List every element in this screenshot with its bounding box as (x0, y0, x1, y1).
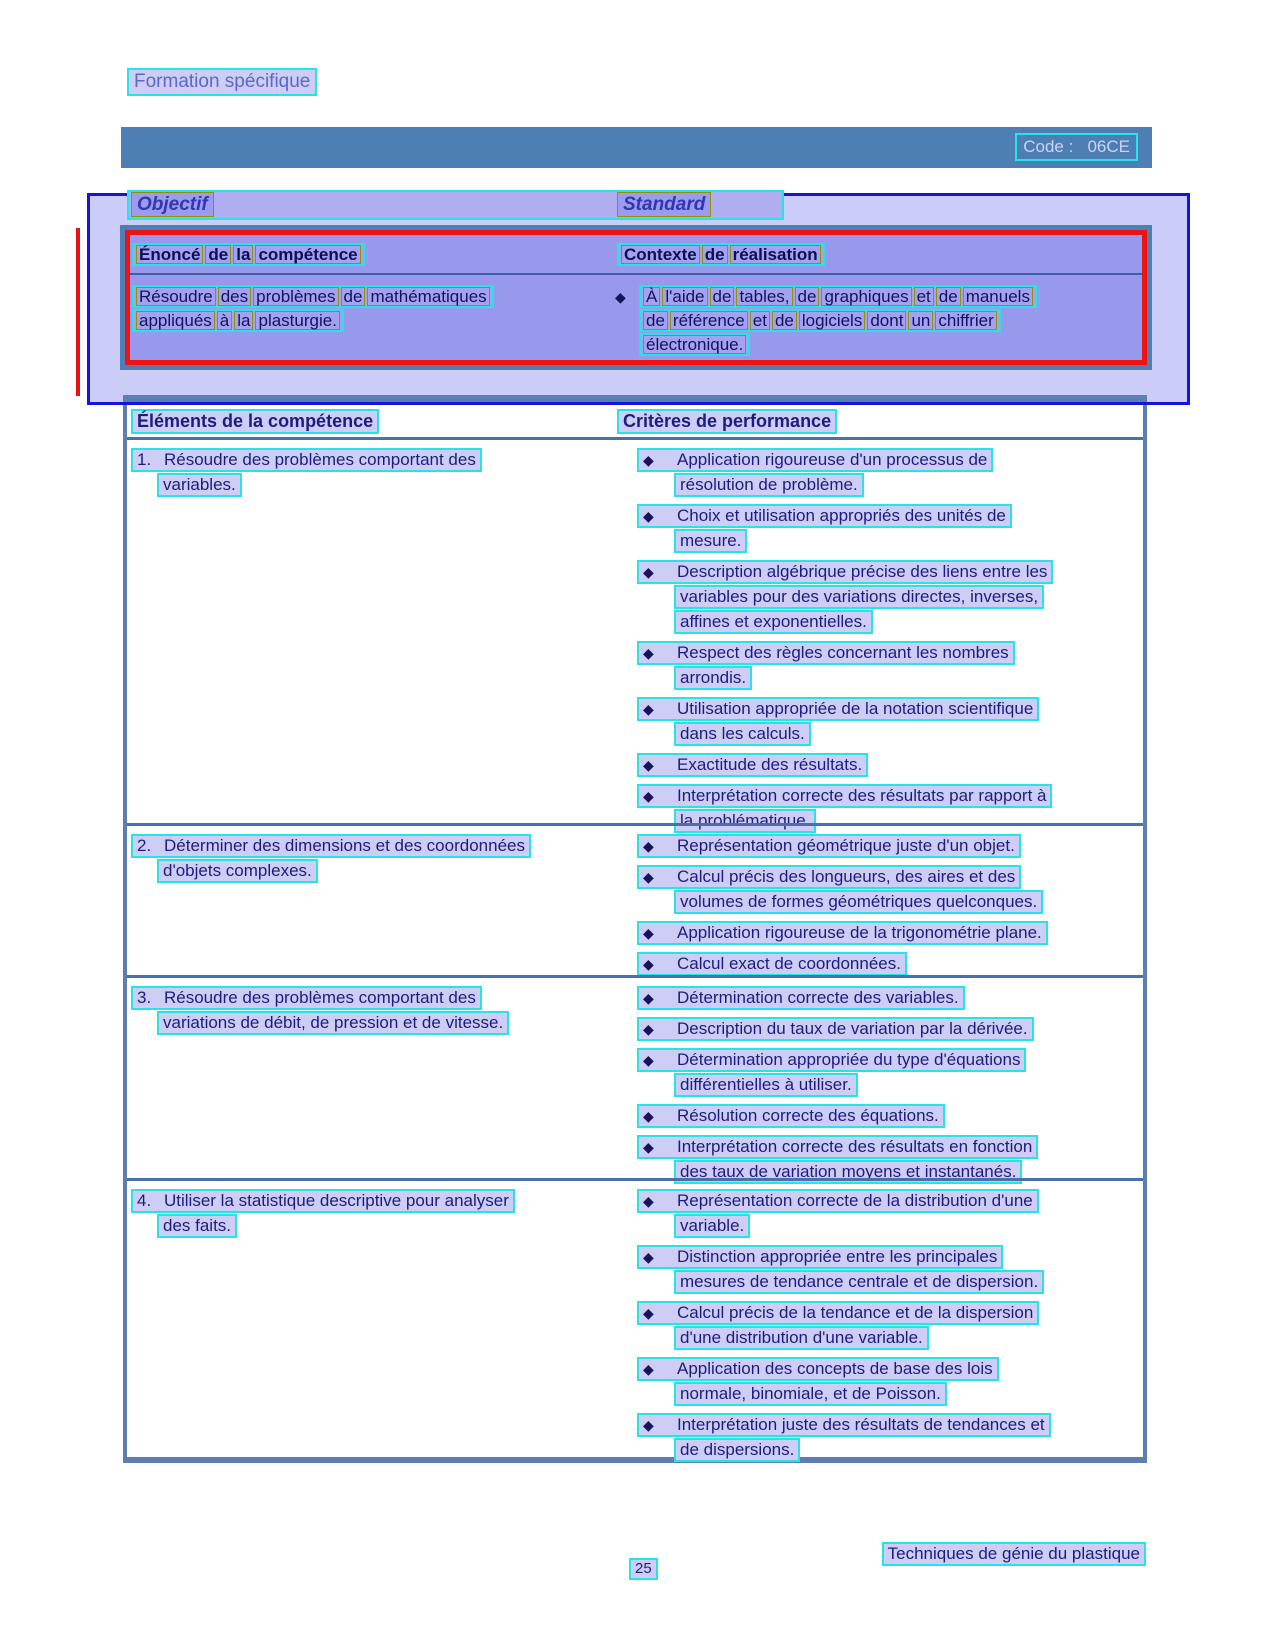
footer-title: Techniques de génie du plastique (882, 1542, 1146, 1566)
word-box: et (914, 287, 934, 306)
criterion (637, 753, 1149, 777)
word-box: à (217, 311, 232, 330)
word-box: manuels (963, 287, 1033, 306)
criterion (637, 834, 1149, 858)
word-box: chiffrier (935, 311, 996, 330)
item-number: 1. (137, 450, 152, 469)
criterion-line: ◆ Interprétation juste des résultats de tendances et (637, 1413, 1051, 1437)
ocr-line (132, 243, 365, 266)
criterion-line: d'une distribution d'une variable. (674, 1326, 929, 1350)
item-number: 3. (137, 988, 152, 1007)
ocr-line (132, 309, 344, 332)
criterion-line: ◆ Interprétation correcte des résultats par rapport à (637, 784, 1052, 808)
criterion-line: ◆ Application rigoureuse d'un processus de (637, 448, 993, 472)
bullet-icon: ◆ (643, 701, 654, 717)
criterion (637, 952, 1149, 976)
bullet-icon: ◆ (643, 1108, 654, 1124)
item-number: 2. (137, 836, 152, 855)
competence-row (127, 975, 1143, 1181)
word-box: dont (867, 311, 906, 330)
criterion-line: ◆ Utilisation appropriée de la notation scientifique (637, 697, 1039, 721)
contexte-lines (639, 285, 1037, 356)
word-box: de (702, 245, 728, 264)
element-line: des faits. (157, 1214, 237, 1238)
bullet-icon: ◆ (643, 990, 654, 1006)
element-line: 2. Déterminer des dimensions et des coordonnées (131, 834, 531, 858)
bullet-icon: ◆ (643, 645, 654, 661)
outer-box-bottom-border (87, 402, 1190, 405)
criterion-line: ◆ Représentation correcte de la distribution d'une (637, 1189, 1039, 1213)
criterion (637, 1245, 1149, 1294)
bullet-icon: ◆ (643, 838, 654, 854)
objectif-standard-row (127, 190, 784, 220)
section-label: Formation spécifique (127, 68, 317, 96)
word-box: l'aide (662, 287, 707, 306)
criterion (637, 504, 1149, 553)
bullet-icon: ◆ (643, 1417, 654, 1433)
competence-row (127, 440, 1143, 830)
bullet-icon: ◆ (643, 1249, 654, 1265)
criterion-line: ◆ Application rigoureuse de la trigonométrie plane. (637, 921, 1048, 945)
bullet-icon: ◆ (643, 788, 654, 804)
bullet-icon: ◆ (643, 1305, 654, 1321)
competence-table-header (127, 402, 1143, 440)
criterion (637, 1104, 1149, 1128)
margin-marker-line (76, 228, 80, 396)
criterion-line: ◆ Représentation géométrique juste d'un objet. (637, 834, 1021, 858)
criterion (637, 921, 1149, 945)
criterion-line: ◆ Description algébrique précise des liens entre les (637, 560, 1053, 584)
element-cell (131, 834, 631, 884)
ocr-line (132, 285, 494, 308)
bullet-icon: ◆ (643, 757, 654, 773)
criterion (637, 1048, 1149, 1097)
criterion-line: ◆ Distinction appropriée entre les principales (637, 1245, 1003, 1269)
criteria-cell (637, 448, 1149, 840)
criterion-line: ◆ Détermination appropriée du type d'équations (637, 1048, 1026, 1072)
criterion (637, 697, 1149, 746)
criterion-line: ◆ Résolution correcte des équations. (637, 1104, 945, 1128)
word-box: graphiques (821, 287, 911, 306)
elements-column-header: Éléments de la compétence (131, 409, 379, 434)
contexte-lines-wrap (615, 285, 1037, 357)
word-box: la (234, 311, 253, 330)
bullet-icon: ◆ (643, 925, 654, 941)
ocr-line (617, 243, 825, 266)
element-line: 4. Utiliser la statistique descriptive pour analyser (131, 1189, 515, 1213)
criterion-line: de dispersions. (674, 1438, 800, 1462)
word-box: de (710, 287, 735, 306)
ocr-line (639, 285, 1037, 308)
enonce-left-lines (132, 285, 494, 333)
bullet-icon: ◆ (643, 1052, 654, 1068)
criterion-line: ◆ Interprétation correcte des résultats en fonction (637, 1135, 1038, 1159)
competence-table (123, 395, 1147, 1463)
word-box: de (643, 311, 668, 330)
word-box: de (936, 287, 961, 306)
word-box: de (205, 245, 231, 264)
bullet-icon: ◆ (643, 1193, 654, 1209)
criterion (637, 1301, 1149, 1350)
competence-row (127, 1178, 1143, 1457)
word-box: de (795, 287, 820, 306)
criterion (637, 1357, 1149, 1406)
criterion (637, 641, 1149, 690)
criteres-column-header: Critères de performance (617, 409, 837, 434)
criterion-line: la problématique. (674, 809, 816, 833)
element-cell (131, 1189, 631, 1239)
competence-row (127, 823, 1143, 975)
title-banner (121, 127, 1152, 168)
element-line: variations de débit, de pression et de vitesse. (157, 1011, 509, 1035)
criterion-line: ◆ Choix et utilisation appropriés des unités de (637, 504, 1012, 528)
word-box: référence (670, 311, 748, 330)
criteria-cell (637, 834, 1149, 983)
criterion-line: ◆ Calcul précis de la tendance et de la dispersion (637, 1301, 1039, 1325)
enonce-table (120, 225, 1152, 370)
element-cell (131, 986, 631, 1036)
word-box: un (908, 311, 933, 330)
word-box: de (772, 311, 797, 330)
criterion-line: arrondis. (674, 666, 752, 690)
criterion (637, 1017, 1149, 1041)
word-box: appliqués (136, 311, 215, 330)
criterion-line: ◆ Détermination correcte des variables. (637, 986, 965, 1010)
criteria-cell (637, 986, 1149, 1191)
criterion-line: ◆ Description du taux de variation par la dérivée. (637, 1017, 1034, 1041)
criterion-line: mesures de tendance centrale et de dispersion. (674, 1270, 1044, 1294)
word-box: problèmes (253, 287, 338, 306)
criterion-line: mesure. (674, 529, 747, 553)
element-cell (131, 448, 631, 498)
word-box: Contexte (621, 245, 700, 264)
criterion (637, 1135, 1149, 1184)
word-box: et (750, 311, 770, 330)
criterion-line: normale, binomiale, et de Poisson. (674, 1382, 947, 1406)
word-box: Résoudre (136, 287, 216, 306)
word-box: plasturgie. (255, 311, 339, 330)
objectif-heading: Objectif (131, 192, 214, 217)
criterion-line: dans les calculs. (674, 722, 811, 746)
criterion (637, 1413, 1149, 1462)
word-box: tables, (736, 287, 792, 306)
word-box: la (233, 245, 253, 264)
element-line: variables. (157, 473, 242, 497)
criteria-cell (637, 1189, 1149, 1469)
word-box: À (643, 287, 660, 306)
bullet-icon: ◆ (643, 1021, 654, 1037)
criterion (637, 986, 1149, 1010)
element-line: 3. Résoudre des problèmes comportant des (131, 986, 482, 1010)
bullet-icon: ◆ (643, 1139, 654, 1155)
element-line: 1. Résoudre des problèmes comportant des (131, 448, 482, 472)
bullet-icon: ◆ (643, 564, 654, 580)
enonce-table-inner (125, 230, 1147, 365)
word-box: Énoncé (136, 245, 203, 264)
enonce-header (132, 243, 365, 267)
criterion-line: ◆ Respect des règles concernant les nombres (637, 641, 1015, 665)
word-box: mathématiques (367, 287, 489, 306)
standard-heading: Standard (617, 192, 711, 217)
word-box: de (341, 287, 366, 306)
word-box: des (218, 287, 251, 306)
criterion-line: ◆ Calcul exact de coordonnées. (637, 952, 907, 976)
page-number: 25 (629, 1558, 658, 1580)
contexte-header (617, 243, 825, 267)
criterion (637, 448, 1149, 497)
bullet-icon: ◆ (615, 289, 626, 305)
bullet-icon: ◆ (643, 452, 654, 468)
criterion-line: des taux de variation moyens et instantanés. (674, 1160, 1022, 1184)
item-number: 4. (137, 1191, 152, 1210)
ocr-line (639, 309, 1001, 332)
bullet-icon: ◆ (643, 869, 654, 885)
word-box: compétence (255, 245, 360, 264)
enonce-header-divider (130, 273, 1142, 275)
bullet-icon: ◆ (643, 956, 654, 972)
bullet-icon: ◆ (643, 1361, 654, 1377)
competence-rows (127, 440, 1143, 1457)
word-box: électronique. (643, 335, 746, 354)
criterion-line: ◆ Calcul précis des longueurs, des aires et des (637, 865, 1021, 889)
word-box: logiciels (799, 311, 865, 330)
criterion-line: volumes de formes géométriques quelconques. (674, 890, 1043, 914)
criterion-line: résolution de problème. (674, 473, 864, 497)
bullet-icon: ◆ (643, 508, 654, 524)
criterion (637, 560, 1149, 634)
criterion (637, 1189, 1149, 1238)
word-box: réalisation (730, 245, 821, 264)
criterion-line: variable. (674, 1214, 750, 1238)
code-badge: Code : 06CE (1015, 133, 1138, 161)
criterion-line: différentielles à utiliser. (674, 1073, 858, 1097)
criterion-line: ◆ Exactitude des résultats. (637, 753, 868, 777)
criterion-line: ◆ Application des concepts de base des lois (637, 1357, 999, 1381)
criterion (637, 865, 1149, 914)
criterion-line: affines et exponentielles. (674, 610, 873, 634)
criterion-line: variables pour des variations directes, inverses, (674, 585, 1044, 609)
ocr-line (639, 333, 750, 356)
element-line: d'objets complexes. (157, 859, 318, 883)
